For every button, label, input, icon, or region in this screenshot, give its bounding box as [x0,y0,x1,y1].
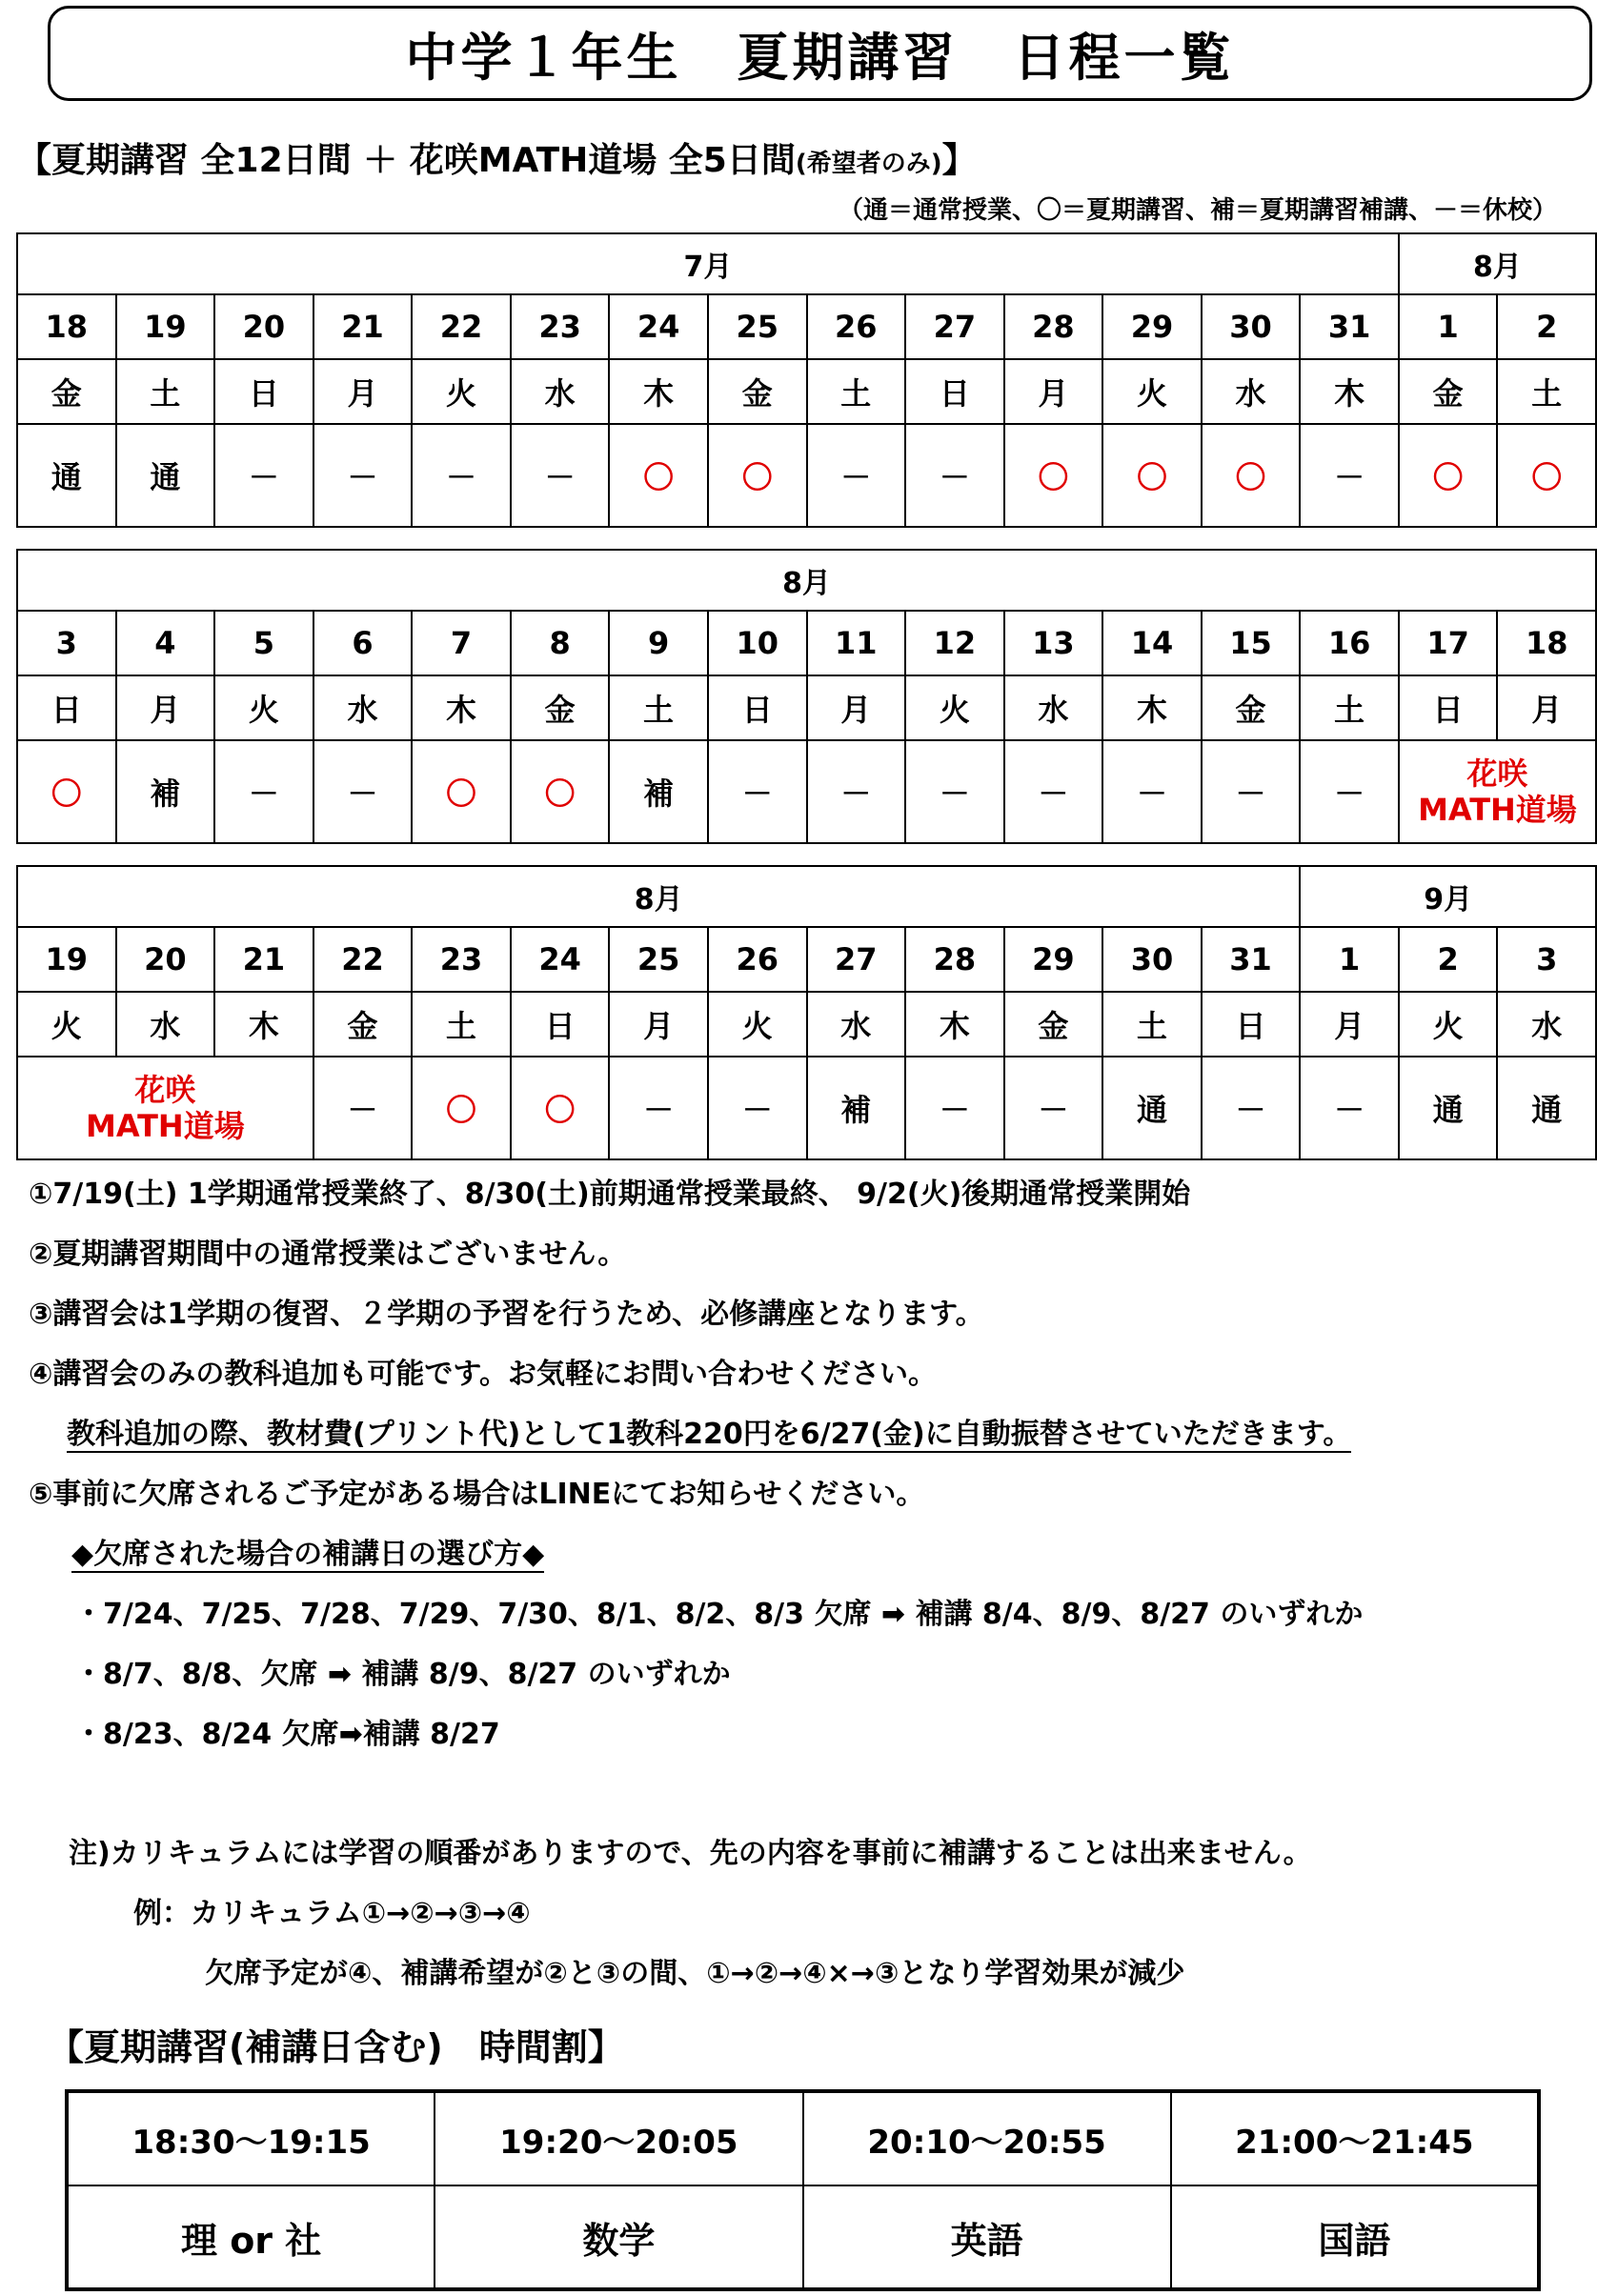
day-cell: 25 [609,927,708,992]
day-cell: 19 [116,294,215,359]
weekday-cell: 火 [1102,359,1202,424]
curriculum-example: 例：カリキュラム①→②→③→④ [133,1897,531,1930]
weekday-cell: 火 [17,992,116,1057]
status-cell: 〇 [1497,424,1596,527]
day-row [17,611,1596,675]
status-cell: － [313,740,413,843]
curriculum-example-detail: 欠席予定が④、補講希望が②と③の間、①→②→④×→③となり学習効果が減少 [205,1957,1185,1990]
day-cell: 27 [905,294,1004,359]
status-cell: － [1300,740,1399,843]
weekday-cell: 金 [1004,992,1103,1057]
weekday-cell: 土 [609,675,708,740]
makeup-subheading: ◆欠席された場合の補講日の選び方◆ [71,1538,545,1571]
weekday-cell: 月 [1004,359,1103,424]
day-cell: 9 [609,611,708,675]
makeup-rule-2: ・8/7、8/8、欠席 ➡ 補講 8/9、8/27 のいずれか [74,1658,731,1691]
subject-cell: 数学 [435,2185,802,2289]
day-cell: 20 [116,927,215,992]
day-cell: 23 [511,294,610,359]
time-slot: 21:00～21:45 [1171,2091,1539,2185]
day-cell: 30 [1102,927,1202,992]
status-cell: 通 [17,424,116,527]
weekday-cell: 水 [313,675,413,740]
note-3: ③講習会は1学期の復習、２学期の予習を行うため、必修講座となります。 [29,1298,984,1331]
day-cell: 24 [609,294,708,359]
status-cell: － [412,424,511,527]
weekday-cell: 日 [214,359,313,424]
weekday-cell: 土 [807,359,906,424]
weekday-cell: 木 [1102,675,1202,740]
day-cell: 18 [17,294,116,359]
status-cell: － [1102,740,1202,843]
status-cell: 〇 [511,740,610,843]
weekday-cell: 月 [1497,675,1596,740]
day-cell: 16 [1300,611,1399,675]
day-cell: 26 [807,294,906,359]
weekday-cell: 木 [214,992,313,1057]
status-cell: － [1300,424,1399,527]
day-cell: 28 [905,927,1004,992]
day-cell: 2 [1497,294,1596,359]
legend-text: （通＝通常授業、〇＝夏期講習、補＝夏期講習補講、－＝休校） [838,196,1557,225]
day-cell: 18 [1497,611,1596,675]
day-cell: 15 [1202,611,1301,675]
day-cell: 31 [1202,927,1301,992]
weekday-cell: 月 [609,992,708,1057]
day-cell: 2 [1399,927,1498,992]
weekday-cell: 木 [609,359,708,424]
weekday-cell: 金 [511,675,610,740]
day-cell: 24 [511,927,610,992]
day-cell: 29 [1004,927,1103,992]
status-row [17,424,1596,527]
status-cell: － [905,424,1004,527]
timetable [65,2089,1541,2291]
day-cell: 3 [17,611,116,675]
subject-cell: 英語 [803,2185,1171,2289]
weekday-cell: 月 [1300,992,1399,1057]
weekday-cell: 日 [1202,992,1301,1057]
day-cell: 11 [807,611,906,675]
day-cell: 14 [1102,611,1202,675]
status-cell: － [807,424,906,527]
day-row [17,927,1596,992]
status-cell: － [905,1057,1004,1159]
calendar-august-september [16,865,1597,1160]
day-cell: 3 [1497,927,1596,992]
timetable-heading: 【夏期講習(補講日含む) 時間割】 [48,2026,624,2068]
calendar-july-august [16,232,1597,528]
makeup-rule-1: ・7/24、7/25、7/28、7/29、7/30、8/1、8/2、8/3 欠席 ➡ 補講 8/4、8/9、8/27 のいずれか [74,1598,1364,1631]
time-slot: 20:10～20:55 [803,2091,1171,2185]
month-header: 8月 [17,550,1596,611]
subject-row [67,2185,1539,2289]
weekday-cell: 土 [1102,992,1202,1057]
day-cell: 1 [1300,927,1399,992]
status-row [17,1057,1596,1159]
day-cell: 10 [708,611,807,675]
status-cell: － [214,740,313,843]
status-cell: 〇 [412,740,511,843]
status-cell: 通 [116,424,215,527]
day-cell: 21 [214,927,313,992]
day-cell: 19 [17,927,116,992]
day-cell: 23 [412,927,511,992]
note-2: ②夏期講習期間中の通常授業はございません。 [29,1238,627,1271]
weekday-cell: 水 [116,992,215,1057]
status-cell: 〇 [17,740,116,843]
status-cell: 〇 [412,1057,511,1159]
status-cell: 〇 [1102,424,1202,527]
month-header: 9月 [1300,866,1596,927]
weekday-cell: 日 [905,359,1004,424]
status-cell: 補 [116,740,215,843]
subject-cell: 国語 [1171,2185,1539,2289]
weekday-row [17,675,1596,740]
status-cell: － [1300,1057,1399,1159]
weekday-cell: 火 [214,675,313,740]
status-cell: － [807,740,906,843]
day-cell: 1 [1399,294,1498,359]
status-cell: － [511,424,610,527]
day-cell: 28 [1004,294,1103,359]
weekday-cell: 金 [1202,675,1301,740]
status-cell: 〇 [708,424,807,527]
curriculum-note: 注)カリキュラムには学習の順番がありますので、先の内容を事前に補講することは出来ません。 [69,1837,1312,1870]
status-cell: － [1004,740,1103,843]
math-dojo-cell: 花咲 MATH道場 [17,1057,313,1159]
status-cell: 〇 [511,1057,610,1159]
status-cell: － [214,424,313,527]
weekday-cell: 日 [1399,675,1498,740]
status-cell: 〇 [609,424,708,527]
status-cell: － [313,424,413,527]
day-cell: 8 [511,611,610,675]
day-cell: 22 [412,294,511,359]
day-cell: 12 [905,611,1004,675]
note-4: ④講習会のみの教科追加も可能です。お気軽にお問い合わせください。 [29,1358,937,1391]
time-row [67,2091,1539,2185]
day-cell: 29 [1102,294,1202,359]
note-1: ①7/19(土) 1学期通常授業終了、8/30(土)前期通常授業最終、 9/2(火)後期通常授業開始 [29,1178,1191,1211]
weekday-cell: 日 [511,992,610,1057]
status-cell: － [609,1057,708,1159]
weekday-cell: 土 [1300,675,1399,740]
day-row [17,294,1596,359]
weekday-cell: 火 [905,675,1004,740]
status-cell: － [313,1057,413,1159]
day-cell: 21 [313,294,413,359]
month-header: 7月 [17,233,1399,294]
weekday-cell: 金 [313,992,413,1057]
status-cell: － [1202,1057,1301,1159]
weekday-cell: 土 [1497,359,1596,424]
day-cell: 7 [412,611,511,675]
status-cell: － [1004,1057,1103,1159]
day-cell: 6 [313,611,413,675]
notes-section [29,1164,1591,2004]
time-slot: 18:30～19:15 [67,2091,435,2185]
status-cell: 補 [609,740,708,843]
status-cell: 〇 [1004,424,1103,527]
weekday-cell: 火 [412,359,511,424]
day-cell: 17 [1399,611,1498,675]
weekday-cell: 金 [1399,359,1498,424]
math-dojo-cell: 花咲 MATH道場 [1399,740,1596,843]
note-5: ⑤事前に欠席されるご予定がある場合はLINEにてお知らせください。 [29,1478,925,1511]
summer-course-heading: 【夏期講習 全12日間 ＋ 花咲MATH道場 全5日間(希望者のみ)】 [17,141,977,180]
spacer [29,1764,1591,1823]
day-cell: 27 [807,927,906,992]
calendar-august [16,549,1597,844]
weekday-cell: 金 [708,359,807,424]
status-cell: 〇 [1202,424,1301,527]
day-cell: 31 [1300,294,1399,359]
status-cell: 通 [1399,1057,1498,1159]
weekday-cell: 月 [807,675,906,740]
status-cell: － [905,740,1004,843]
note-4-detail: 教科追加の際、教材費(プリント代)として1教科220円を6/27(金)に自動振替させていただきます。 [67,1418,1352,1451]
weekday-row [17,992,1596,1057]
weekday-cell: 日 [708,675,807,740]
status-cell: － [708,1057,807,1159]
weekday-cell: 木 [412,675,511,740]
day-cell: 5 [214,611,313,675]
weekday-cell: 月 [313,359,413,424]
weekday-cell: 土 [116,359,215,424]
status-cell: 通 [1497,1057,1596,1159]
day-cell: 22 [313,927,413,992]
weekday-cell: 金 [17,359,116,424]
weekday-cell: 日 [17,675,116,740]
day-cell: 20 [214,294,313,359]
subject-cell: 理 or 社 [67,2185,435,2289]
weekday-row [17,359,1596,424]
page-title: 中学１年生 夏期講習 日程一覧 [48,6,1592,101]
day-cell: 30 [1202,294,1301,359]
day-cell: 4 [116,611,215,675]
makeup-rule-3: ・8/23、8/24 欠席➡補講 8/27 [74,1718,500,1751]
weekday-cell: 火 [708,992,807,1057]
time-slot: 19:20～20:05 [435,2091,802,2185]
status-cell: － [1202,740,1301,843]
weekday-cell: 水 [1497,992,1596,1057]
weekday-cell: 水 [511,359,610,424]
weekday-cell: 土 [412,992,511,1057]
status-row [17,740,1596,843]
weekday-cell: 水 [807,992,906,1057]
day-cell: 25 [708,294,807,359]
day-cell: 13 [1004,611,1103,675]
month-header: 8月 [1399,233,1596,294]
month-header: 8月 [17,866,1300,927]
status-cell: 補 [807,1057,906,1159]
weekday-cell: 水 [1004,675,1103,740]
weekday-cell: 木 [1300,359,1399,424]
weekday-cell: 火 [1399,992,1498,1057]
status-cell: 通 [1102,1057,1202,1159]
status-cell: 〇 [1399,424,1498,527]
weekday-cell: 月 [116,675,215,740]
weekday-cell: 木 [905,992,1004,1057]
day-cell: 26 [708,927,807,992]
weekday-cell: 水 [1202,359,1301,424]
status-cell: － [708,740,807,843]
